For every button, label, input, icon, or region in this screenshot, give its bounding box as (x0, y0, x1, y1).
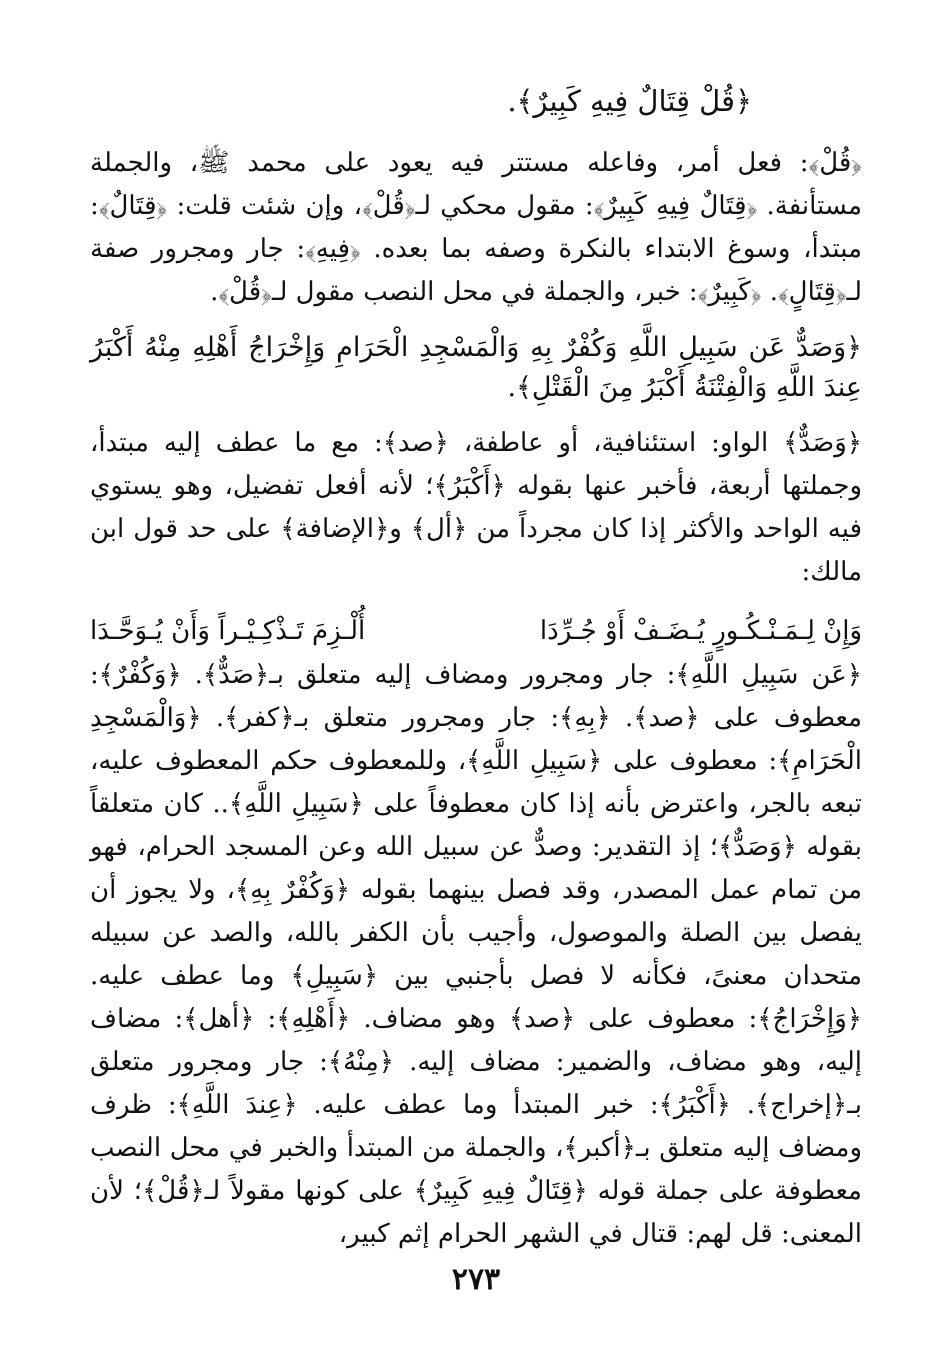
page-number: ٢٧٣ (451, 1262, 501, 1297)
grammar-paragraph-1: ﴿قُلْ﴾: فعل أمر، وفاعله مستتر فيه يعود على محمد ﷺ، والجملة مستأنفة. ﴿قِتَالٌ فِيهِ كَبِيرٌ﴾: مقول محكي لـ﴿قُلْ﴾، وإن شئت قلت: ﴿قِتَالٌ﴾: مبتدأ، وسوغ الابتداء بالنكرة وصفه بما بعده. ﴿فِيهِ﴾: جار ومجرور صفة لـ﴿قِتَالٍ﴾. ﴿كَبِيرٌ﴾: خبر، والجملة في محل النصب مقول لـ﴿قُلْ﴾. (90, 148, 862, 307)
grammar-paragraph-2: ﴿وَصَدٌّ﴾ الواو: استئنافية، أو عاطفة، ﴿صد﴾: مع ما عطف إليه مبتدأ، وجملتها أربعة، فأخبر عنها بقوله ﴿أَكْبَرُ﴾؛ لأنه أفعل تفضيل، وهو يستوي فيه الواحد والأكثر إذا كان مجرداً من ﴿أل﴾ و﴿الإضافة﴾ على حد قول ابن مالك: (90, 428, 862, 587)
poetry-line (90, 608, 862, 654)
grammar-paragraph-3: ﴿عَن سَبِيلِ اللَّهِ﴾: جار ومجرور ومضاف إليه متعلق بـ﴿صَدٌّ﴾. ﴿وَكُفْرٌ﴾: معطوف على ﴿صد﴾. ﴿بِهِ﴾: جار ومجرور متعلق بـ﴿كفر﴾. ﴿وَالْمَسْجِدِ الْحَرَامِ﴾: معطوف على ﴿سَبِيلِ اللَّهِ﴾، وللمعطوف حكم المعطوف عليه، تبعه بالجر، واعترض بأنه إذا كان معطوفاً على ﴿سَبِيلِ اللَّهِ﴾.. كان متعلقاً بقوله ﴿وَصَدٌّ﴾؛ إذ التقدير: وصدٌّ عن سبيل الله وعن المسجد الحرام، فهو من تمام عمل المصدر، وقد فصل بينهما بقوله ﴿وَكُفْرٌ بِهِ﴾، ولا يجوز أن يفصل بين الصلة والموصول، وأجيب بأن الكفر بالله، والصد عن سبيله متحدان معنىً، فكأنه لا فصل بأجنبي بين ﴿سَبِيلِ﴾ وما عطف عليه. ﴿وَإِخْرَاجُ﴾: معطوف على ﴿صد﴾ وهو مضاف. ﴿أَهْلِهِ﴾: ﴿أهل﴾: مضاف إليه، وهو مضاف، والضمير: مضاف إليه. ﴿مِنْهُ﴾: جار ومجرور متعلق بـ﴿إخراج﴾. ﴿أَكْبَرُ﴾: خبر المبتدأ وما عطف عليه. ﴿عِندَ اللَّهِ﴾: ظرف ومضاف إليه متعلق بـ﴿أكبر﴾، والجملة من المبتدأ والخبر في محل النصب معطوفة على جملة قوله ﴿قِتَالٌ فِيهِ كَبِيرٌ﴾ على كونها مقولاً لـ﴿قُلْ﴾؛ لأن المعنى: قل لهم: قتال في الشهر الحرام إثم كبير، (90, 660, 862, 1249)
quran-verse-heading: ﴿قُلْ قِتَالٌ فِيهِ كَبِيرٌ﴾. (507, 84, 752, 118)
quran-verse-block: ﴿وَصَدٌّ عَن سَبِيلِ اللَّهِ وَكُفْرٌ بِهِ وَالْمَسْجِدِ الْحَرَامِ وَإِخْرَاجُ أَهْلِهِ مِنْهُ أَكْبَرُ عِندَ اللَّهِ وَالْفِتْنَةُ أَكْبَرُ مِنَ الْقَتْلِ﴾. (90, 332, 862, 403)
poetry-hemistich-second: أُلْـزِمَ تَـذْكِـيْـراً وَأَنْ يُـوَحَّـدَا (90, 616, 366, 646)
poetry-hemistich-first: وَإِنْ لِـمَـنْـكُـورٍ يُـضَـفْ أَوْ جُـرِّدَا (539, 616, 862, 646)
